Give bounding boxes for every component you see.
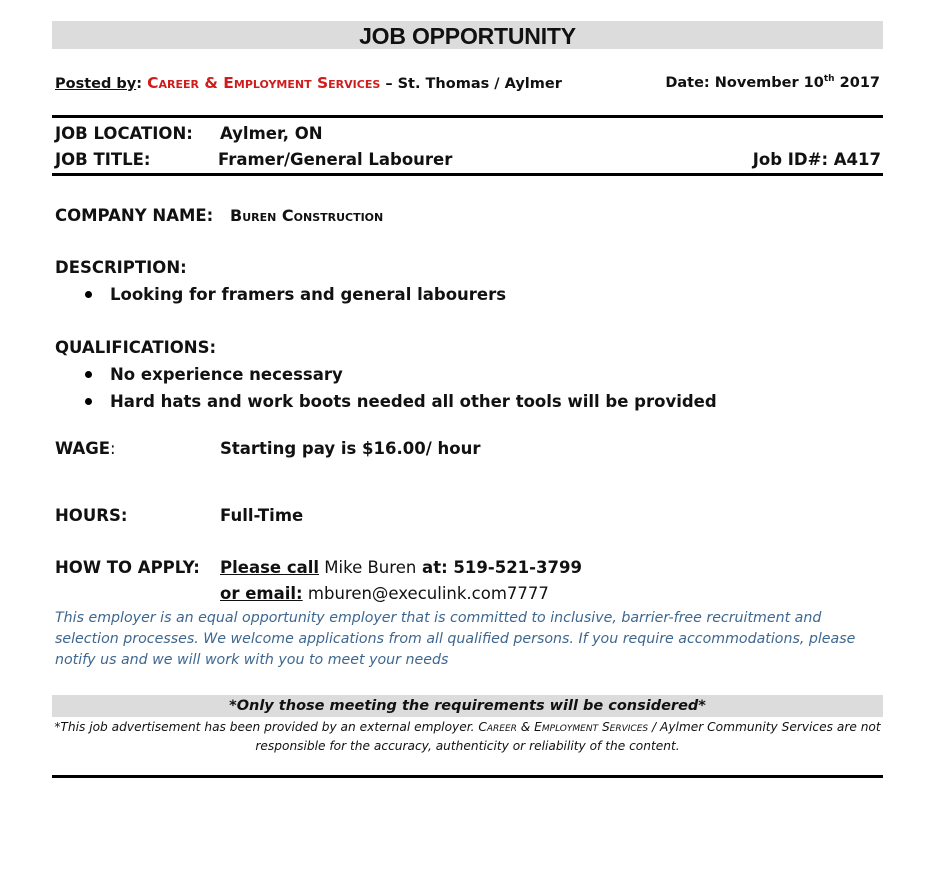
divider-bottom — [52, 775, 883, 778]
disclaimer — [52, 718, 883, 756]
contact-name: Mike Buren — [319, 558, 417, 577]
date-year: 2017 — [834, 75, 880, 91]
job-id: Job ID#: A417 — [752, 150, 881, 169]
job-title-label: JOB TITLE: — [55, 150, 151, 169]
wage-label — [55, 439, 116, 458]
job-title-value: Framer/General Labourer — [218, 150, 453, 169]
wage-label-colon: : — [110, 439, 116, 458]
list-item: Looking for framers and general labourers — [55, 285, 506, 312]
disclaimer-pre: *This job advertisement has been provided by an external employer. — [54, 720, 475, 734]
posted-by-label: Posted by — [55, 76, 137, 92]
hours-value: Full-Time — [220, 506, 304, 525]
contact-email[interactable]: mburen@execulink.com7777 — [302, 584, 549, 603]
disclaimer-org: Career & Employment Services — [478, 720, 649, 734]
hours-label: HOURS: — [55, 506, 128, 525]
list-item: No experience necessary — [55, 365, 717, 392]
divider-top — [52, 115, 883, 118]
posted-by-org: Career & Employment Services — [147, 74, 381, 92]
requirements-note: *Only those meeting the requirements will be considered* — [229, 698, 706, 714]
please-call-label: Please call — [220, 558, 320, 577]
company-name-label: COMPANY NAME: — [55, 206, 214, 225]
page-title: JOB OPPORTUNITY — [359, 23, 576, 49]
description-label: DESCRIPTION: — [55, 258, 187, 277]
contact-phone[interactable]: at: 519-521-3799 — [416, 558, 582, 577]
posted-by-line — [55, 74, 562, 92]
date-label: Date: November 10 — [665, 75, 824, 91]
equal-opportunity-statement: This employer is an equal opportunity employer that is committed to inclusive, barrier-free recruitment and selection processes. We welcome applications from all qualified persons. If you require accommodations, please notify us and we will work with you to meet your needs — [55, 610, 856, 668]
wage-label-text: WAGE — [55, 439, 111, 458]
apply-email-line — [220, 584, 549, 603]
posted-by-location: – St. Thomas / Aylmer — [380, 76, 562, 92]
divider-job-header — [52, 173, 883, 176]
posting-date — [665, 74, 880, 91]
posted-by-colon: : — [136, 76, 143, 92]
qualifications-list — [55, 365, 717, 419]
email-label: or email: — [220, 584, 303, 603]
job-location-value: Aylmer, ON — [220, 124, 323, 143]
date-suffix: th — [823, 74, 835, 84]
apply-phone-line — [220, 558, 582, 577]
qualifications-label: QUALIFICATIONS: — [55, 338, 217, 357]
job-location-label: JOB LOCATION: — [55, 124, 193, 143]
company-name-value: Buren Construction — [230, 206, 384, 225]
list-item: Hard hats and work boots needed all other tools will be provided — [55, 392, 717, 419]
description-list — [55, 285, 506, 312]
disclaimer-post: / Aylmer Community Services are not responsible for the accuracy, authenticity or reliability of the content. — [255, 720, 881, 753]
wage-value: Starting pay is $16.00/ hour — [220, 439, 481, 458]
how-to-apply-label: HOW TO APPLY: — [55, 558, 200, 577]
